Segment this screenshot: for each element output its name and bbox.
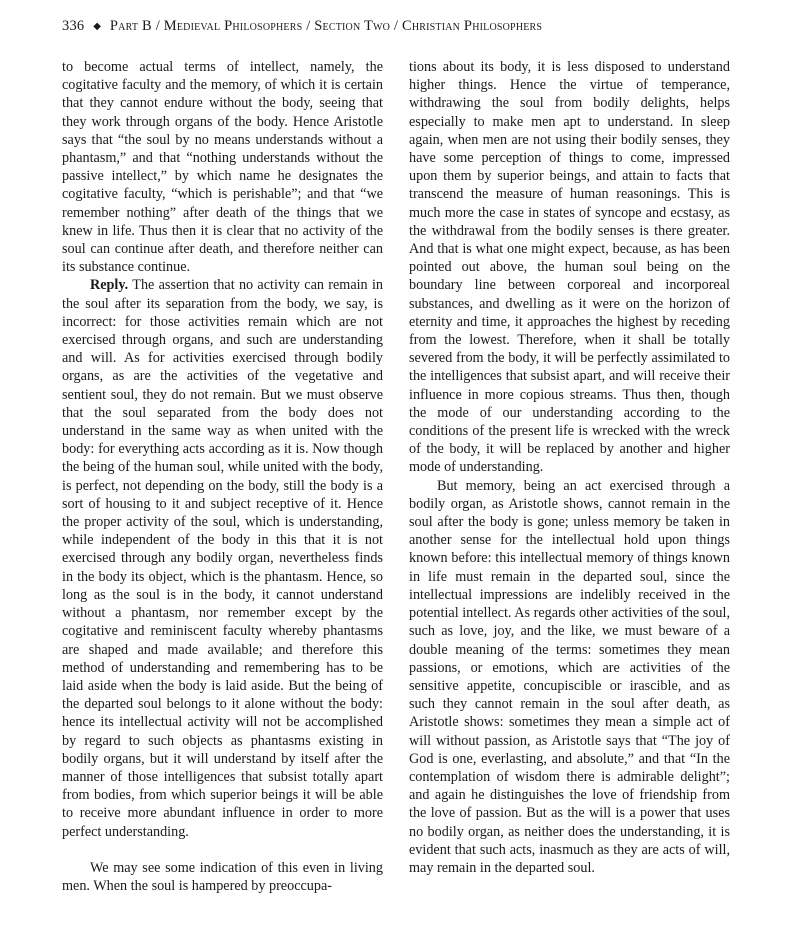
header-section: Section Two — [314, 18, 391, 34]
running-header — [62, 18, 732, 35]
header-slash: / — [155, 18, 160, 34]
header-slash: / — [393, 18, 399, 34]
paragraph: tions about its body, it is less disposed to understand higher things. Hence the virtue of temperance, withdrawing the soul from bodily delights, helps especially to make men apt to understand. In sleep again, when men are not using their bodily senses, they have some perception of things to come, impressed upon them by superior beings, and attain to facts that transcend the measure of human reasonings. This is much more the case in states of syncope and ecstasy, as the withdrawal from the bodily senses is there greater. And that is what one might expect, because, as has been pointed out above, the human soul being on the boundary line between corporeal and incorporeal substances, and dwelling as it were on the horizon of eternity and time, it approaches the highest by receding from the lowest. Therefore, when it shall be totally severed from the body, it will be perfectly assimilated to the intelligences that subsist apart, and will receive their influence in more copious streams. Thus then, though the mode of our understanding according to the conditions of the present life is wrecked with the wreck of the body, it will be replaced by another and higher mode of understanding. — [409, 59, 730, 476]
reply-paragraph — [62, 276, 383, 840]
paragraph: But memory, being an act exercised through a bodily organ, as Aristotle shows, cannot remain in the soul after the body is gone; unless memory be taken in another sense for the intellectual hold upon things known before: this intellectual memory of things known in life must remain in the departed soul, since the intellectual impressions are indelibly received in the potential intellect. As regards other activities of the soul, such as love, joy, and the like, we must beware of a double meaning of the terms: sometimes they mean passions, or emotions, which are activities of the sensitive appetite, concupiscible or irascible, and as such they cannot remain in the soul after death, as Aristotle shows: sometimes they mean a simple act of will without passion, as Aristotle says that “The joy of God is one, everlasting, and absolute,” and that “In the contemplation of wisdom there is admirable delight”; and again he distinguishes the love of friendship from the love of passion. But as the will is a power that uses no bodily organ, as neither does the understanding, it is evident that such acts, inasmuch as they are acts of will, may remain in the departed soul. — [409, 477, 730, 876]
paragraph: We may see some indication of this even in living men. When the soul is hampered by preoccupa- — [62, 859, 383, 894]
header-subsection: Christian Philosophers — [401, 18, 543, 34]
diamond-separator-icon: ◆ — [93, 21, 102, 32]
reply-text: The assertion that no activity can remain in the soul after its separation from the body, we say, is incorrect: for those activities remain which are not exercised through organs, and such are understanding and will. As for activities exercised through bodily organs, as are the activities of the vegetative and sentient soul, they do not remain. But we must observe that the soul separated from the body does not understand in the same way as when united with the body: for everything acts according as it is. Now though the being of the human soul, while united with the body, is perfect, not depending on the body, still the body is a sort of housing to it and subject receptive of it. Hence the proper activity of the soul, which is understanding, while independent of the body in this that it is not exercised through any bodily organ, nevertheless finds in the body its object, which is the phantasm. Hence, so long as the soul is in the body, it cannot understand without a phantasm, nor remember except by the cogitative and reminiscent faculty whereby phantasms are shaped and made available; and therefore this method of understanding and remembering has to be laid aside when the body is laid aside. But the being of the departed soul belongs to it alone without the body: hence its intellectual activity will not be accomplished by regard to such objects as phantasms existing in bodily organs, but it will understand by itself after the manner of those intelligences that subsist totally apart from bodies, from which superior beings it will be able to receive more abundant influence in order to more perfect understanding. — [62, 277, 383, 840]
header-slash: / — [306, 18, 311, 34]
right-column — [409, 58, 730, 877]
page-number: 336 — [62, 18, 85, 34]
header-book: Medieval Philosophers — [163, 18, 303, 34]
left-column — [62, 58, 383, 895]
paragraph: to become actual terms of intellect, namely, the cogitative faculty and the memory, of which it is certain that they cannot endure without the body, seeing that they work through organs of the body. Hence Aristotle says that “the soul by no means understands without a phantasm,” and that “nothing understands without the passive intellect,” by which name he designates the cogitative faculty, “which is perishable”; and that “we remember nothing” after death of the things that we knew in life. Thus then it is clear that no activity of the soul can continue after death, and therefore neither can its substance continue. — [62, 59, 383, 276]
header-part: Part B — [109, 18, 152, 34]
reply-lead: Reply. — [90, 277, 129, 294]
